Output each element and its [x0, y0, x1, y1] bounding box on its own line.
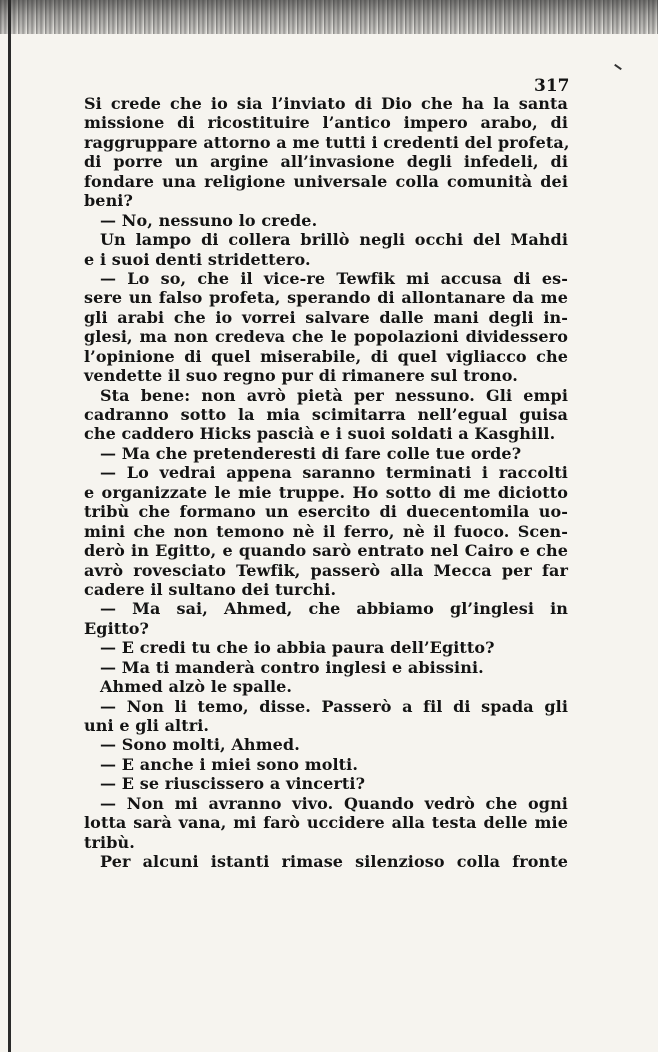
scan-mark	[614, 64, 622, 70]
text-line: Un lampo di collera brillò negli occhi del Mahdi	[100, 230, 568, 250]
text-line: — Lo vedrai appena saranno terminati i raccolti	[100, 463, 568, 483]
text-line: — E credi tu che io abbia paura dell’Egitto?	[100, 638, 495, 658]
body-text	[84, 94, 568, 872]
text-line: e organizzate le mie truppe. Ho sotto di me diciotto	[84, 482, 568, 502]
text-line: uni e gli altri.	[84, 716, 210, 735]
text-line: — Non mi avranno vivo. Quando vedrò che ogni	[100, 793, 568, 813]
text-line: vendette il suo regno pur di rimanere sul trono.	[84, 366, 518, 386]
text-line: — Ma sai, Ahmed, che abbiamo gl’inglesi in	[100, 599, 568, 619]
text-line: — E anche i miei sono molti.	[100, 754, 359, 774]
text-line: beni?	[84, 191, 133, 211]
page-left-edge	[8, 0, 11, 1052]
text-line: glesi, ma non credeva che le popolazioni dividessero	[84, 327, 568, 347]
text-line: — Ma che pretenderesti di fare colle tue orde?	[100, 443, 522, 463]
text-line: lotta sarà vana, mi farò uccidere alla testa delle mie	[84, 813, 568, 833]
text-line: Ahmed alzò le spalle.	[100, 677, 293, 697]
text-line: — Lo so, che il vice-re Tewfik mi accusa di es-	[100, 268, 568, 288]
text-line: — Ma ti manderà contro inglesi e abissini.	[100, 657, 484, 677]
text-line: mini che non temono nè il ferro, nè il fuoco. Scen-	[84, 521, 568, 541]
text-line: di porre un argine all’invasione degli infedeli, di	[84, 152, 568, 172]
text-line: tribù.	[84, 832, 135, 852]
scan-top-border	[0, 0, 658, 34]
text-line: derò in Egitto, e quando sarò entrato nel Cairo e che	[84, 541, 568, 561]
text-line: — No, nessuno lo crede.	[100, 210, 318, 230]
text-line: Sta bene: non avrò pietà per nessuno. Gli empi	[100, 385, 568, 405]
text-line: raggruppare attorno a me tutti i credenti del profeta,	[84, 132, 570, 152]
text-line: gli arabi che io vorrei salvare dalle mani degli in-	[84, 307, 568, 327]
text-line: — E se riuscissero a vincerti?	[100, 774, 366, 794]
text-line: Per alcuni istanti rimase silenzioso colla fronte	[100, 852, 568, 872]
text-line: avrò rovesciato Tewfik, passerò alla Mecca per far	[84, 560, 568, 580]
text-line: che caddero Hicks pascià e i suoi soldati a Kasghill.	[84, 424, 556, 444]
page-number: 317	[534, 76, 570, 96]
text-line: cadere il sultano dei turchi.	[84, 579, 337, 599]
text-line: e i suoi denti stridettero.	[84, 249, 311, 269]
text-line: tribù che formano un esercito di duecentomila uo-	[84, 502, 568, 522]
text-line: — Sono molti, Ahmed.	[100, 735, 300, 755]
text-line: l’opinione di quel miserabile, di quel vigliacco che	[84, 346, 568, 366]
text-line: sere un falso profeta, sperando di allontanare da me	[84, 288, 568, 308]
text-line: missione di ricostituire l’antico impero arabo, di	[84, 113, 568, 133]
text-line: Si crede che io sia l’inviato di Dio che ha la santa	[84, 94, 568, 113]
text-line: cadranno sotto la mia scimitarra nell’egual guisa	[84, 405, 568, 424]
text-line: fondare una religione universale colla comunità dei	[84, 171, 568, 191]
text-line: — Non li temo, disse. Passerò a fil di spada gli	[100, 696, 568, 716]
text-line: Egitto?	[84, 618, 149, 638]
